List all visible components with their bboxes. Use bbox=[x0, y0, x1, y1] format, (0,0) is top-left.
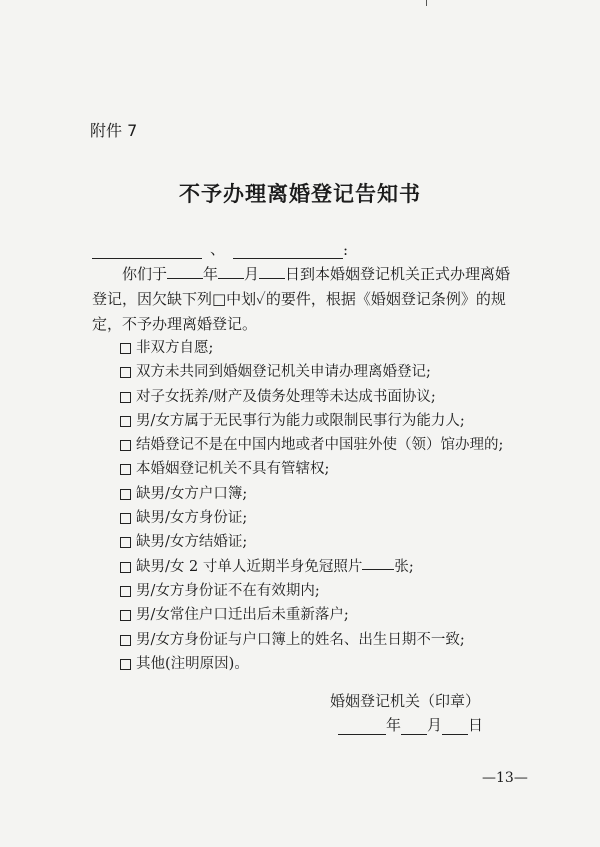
checkbox[interactable] bbox=[120, 440, 131, 451]
checkbox[interactable] bbox=[120, 586, 131, 597]
checklist-item bbox=[120, 336, 530, 360]
checkbox[interactable] bbox=[120, 610, 131, 621]
checklist-item bbox=[120, 530, 530, 554]
intro-year-blank[interactable] bbox=[167, 264, 203, 279]
checkbox[interactable] bbox=[120, 659, 131, 670]
checklist-item-label: 男/女方属于无民事行为能力或限制民事行为能力人; bbox=[136, 412, 465, 429]
checkbox[interactable] bbox=[120, 367, 131, 378]
intro-body: 日到本婚姻登记机关正式办理离婚登记，因欠缺下列□中划✓的要件，根据《婚姻登记条例》的规定，不予办理离婚登记。 bbox=[92, 265, 511, 333]
checklist-item-label: 男/女方身份证与户口簿上的姓名、出生日期不一致; bbox=[136, 631, 465, 648]
checklist-item bbox=[120, 555, 530, 579]
checklist-item bbox=[120, 385, 530, 409]
page-number: —13— bbox=[482, 770, 528, 786]
checkbox[interactable] bbox=[120, 464, 131, 475]
checklist-item bbox=[120, 482, 530, 506]
intro-paragraph bbox=[92, 262, 522, 337]
checklist-item-label: 缺男/女方身份证; bbox=[136, 510, 248, 527]
issuer-signature: 婚姻登记机关（印章） bbox=[330, 692, 481, 710]
date-year-label: 年 bbox=[386, 716, 402, 734]
checklist-item-label: 本婚姻登记机关不具有管辖权; bbox=[136, 461, 330, 478]
intro-month-blank[interactable] bbox=[218, 264, 244, 279]
checklist-item bbox=[120, 457, 530, 481]
attachment-label: 附件 7 bbox=[90, 121, 138, 140]
checklist-item bbox=[120, 409, 530, 433]
edge-mark bbox=[426, 0, 427, 6]
checklist-item-label: 结婚登记不是在中国内地或者中国驻外使（领）馆办理的; bbox=[136, 437, 504, 454]
checkbox[interactable] bbox=[120, 537, 131, 548]
photo-unit-label: 张; bbox=[394, 558, 414, 575]
intro-day-blank[interactable] bbox=[259, 264, 285, 279]
checkbox[interactable] bbox=[120, 416, 131, 427]
checklist-item-label: 非双方自愿; bbox=[136, 340, 214, 356]
checklist-item-label: 男/女常住户口迁出后未重新落户; bbox=[136, 607, 349, 624]
document-title: 不予办理离婚登记告知书 bbox=[179, 181, 421, 206]
checklist-item-label: 缺男/女方结婚证; bbox=[136, 534, 248, 551]
checklist-item-label: 双方未共同到婚姻登记机关申请办理离婚登记; bbox=[136, 364, 431, 381]
intro-month-label: 月 bbox=[244, 265, 260, 283]
name-blank-1[interactable] bbox=[92, 242, 202, 259]
checklist-item bbox=[120, 506, 530, 530]
checklist-item bbox=[120, 433, 530, 457]
checklist-item bbox=[120, 579, 530, 603]
checkbox[interactable] bbox=[120, 513, 131, 524]
intro-year-label: 年 bbox=[203, 265, 219, 283]
intro-lead: 你们于 bbox=[122, 265, 168, 283]
checkbox[interactable] bbox=[120, 392, 131, 403]
date-year-blank[interactable] bbox=[338, 720, 386, 735]
checklist-item-label: 男/女方身份证不在有效期内; bbox=[136, 582, 320, 599]
checkbox[interactable] bbox=[120, 343, 131, 354]
issue-date bbox=[338, 714, 483, 735]
date-day-blank[interactable] bbox=[442, 720, 468, 735]
checkbox[interactable] bbox=[120, 562, 131, 573]
checklist-item-label: 其他(注明原因)。 bbox=[136, 655, 249, 672]
date-month-blank[interactable] bbox=[401, 720, 427, 735]
checkbox[interactable] bbox=[120, 489, 131, 500]
requirement-checklist bbox=[120, 336, 530, 676]
name-blank-2[interactable] bbox=[233, 242, 343, 259]
checklist-item-label: 缺男/女方户口簿; bbox=[136, 485, 248, 502]
addressee-separator: 、 bbox=[210, 240, 226, 258]
photo-count-blank[interactable] bbox=[362, 555, 394, 570]
addressee-line bbox=[92, 238, 348, 259]
checklist-item-label: 对子女抚养/财产及债务处理等未达成书面协议; bbox=[136, 388, 436, 405]
checklist-item bbox=[120, 652, 530, 676]
checklist-item bbox=[120, 360, 530, 384]
checklist-item-label: 缺男/女 2 寸单人近期半身免冠照片 bbox=[136, 558, 363, 575]
addressee-colon: : bbox=[343, 241, 349, 259]
date-day-label: 日 bbox=[468, 716, 484, 734]
checklist-item bbox=[120, 603, 530, 627]
checklist-item bbox=[120, 628, 530, 652]
date-month-label: 月 bbox=[427, 716, 443, 734]
checkbox[interactable] bbox=[120, 635, 131, 646]
